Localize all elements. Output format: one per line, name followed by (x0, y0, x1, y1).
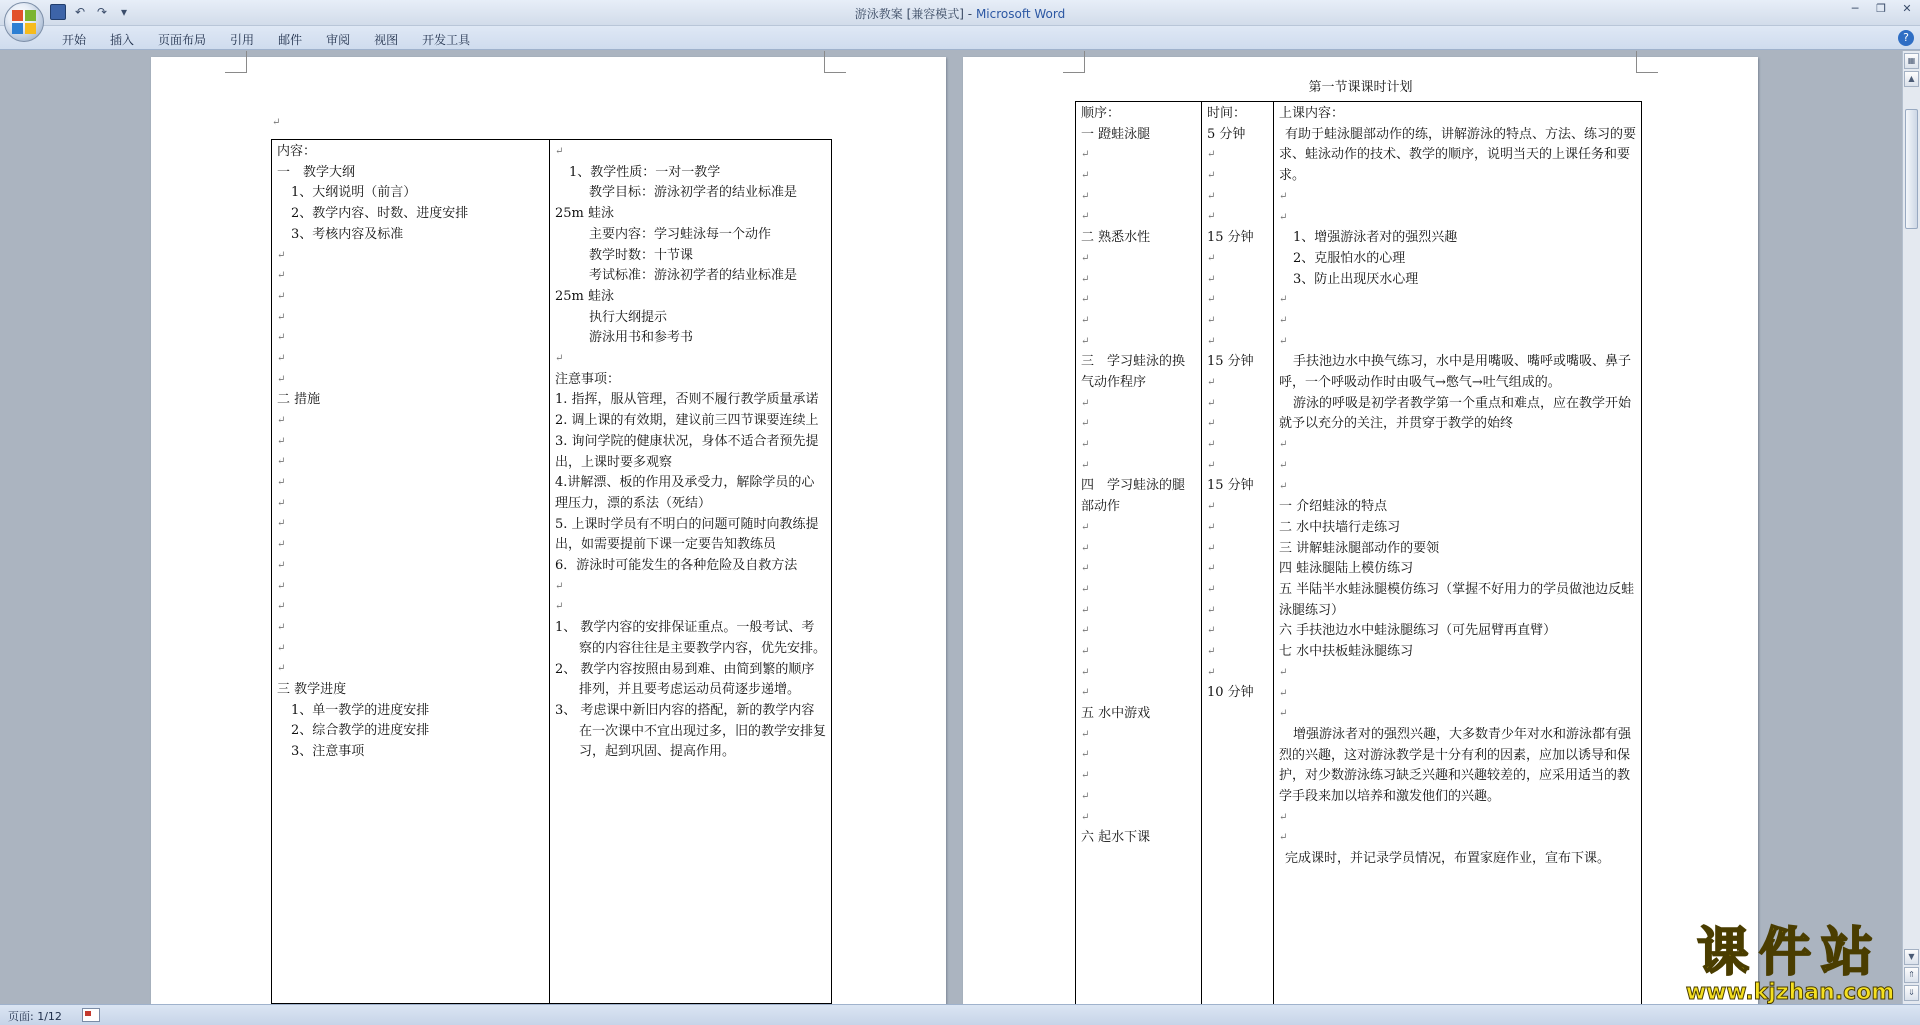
time-header: 时间： (1207, 106, 1247, 121)
ribbon-tabs (50, 29, 482, 50)
row-content: 六 手扶池边水中蛙泳腿练习（可先屈臂再直臂） (1279, 623, 1557, 639)
maximize-icon[interactable]: ❐ (1876, 2, 1886, 15)
previous-page-icon[interactable]: ⇑ (1904, 967, 1919, 983)
outline-item: 1、大纲说明（前言） (291, 185, 417, 201)
row-content: 1、增强游泳者对的强烈兴趣 (1293, 230, 1458, 246)
section-outline: 一 教学大纲 (277, 164, 356, 180)
watermark-title: 课件站 (1696, 923, 1883, 983)
next-page-icon[interactable]: ⇓ (1904, 985, 1919, 1001)
progress-item: 1、单一教学的进度安排 (291, 702, 430, 718)
lesson-content-column: 上课内容： 有助于蛙泳腿部动作的练，讲解游泳的特点、方法、练习的要求、蛙泳动作的技术、教学的顺序，说明当天的上课任务和要求。 ↵ ↵ 1、增强游泳者对的强烈兴趣 2、克服怕水的心理 3、防止出现厌水心理 ↵ ↵ ↵ 手扶池边水中换气练习，水中是用嘴吸、嘴呼或嘴吸、鼻子呼，一个呼吸动作时由吸气→憋气→吐气组成的。 游泳的呼吸是初学者教学第一个重点和难点，应在教学开始就予以充分的关注，并贯穿于教学的始终 ↵ ↵ ↵ 一 介绍蛙泳的特点 二 水中扶墙行走练习 三 讲解蛙泳腿部动作的要领 四 蛙泳腿陆上模仿练习 五 半陆半水蛙泳腿模仿练习（掌握不好用力的学员做池边反蛙泳腿练习） 六 手扶池边水中蛙泳腿练习（可先屈臂再直臂） 七 水中扶板蛙泳腿练习 ↵ ↵ ↵ 增强游泳者对的强烈兴趣，大多数青少年对水和游泳都有强烈的兴趣，这对游泳教学是十分有利的因素，应加以诱导和保护，对少数游泳练习缺乏兴趣和兴趣较差的，应采用适当的教学手段来加以培养和激发他们的兴趣。 ↵ ↵ 完成课时，并记录学员情况，布置家庭作业，宣布下课。 (1274, 102, 1642, 1005)
row-time: 15 分钟 (1207, 478, 1254, 494)
teaching-goal: 教学目标：游泳初学者的结业标准是 (589, 185, 798, 201)
tab-mailings[interactable]: 邮件 (278, 33, 303, 47)
row-content: 七 水中扶板蛙泳腿练习 (1279, 644, 1414, 660)
row-content: 一 介绍蛙泳的特点 (1279, 499, 1388, 515)
paragraph-mark: ↵ (272, 117, 281, 128)
undo-icon[interactable]: ↶ (74, 5, 86, 19)
row-content: 3、防止出现厌水心理 (1293, 271, 1419, 287)
watermark-url: www.kjzhan.com (1685, 980, 1895, 1005)
office-logo-icon (12, 10, 36, 34)
teaching-goal-cont: 25m 蛙泳 (555, 206, 615, 222)
ribbon (0, 26, 1920, 50)
note-item: 3. 询问学院的健康状况，身体不适合者预先提出，上课时要多观察 (555, 433, 819, 470)
office-button[interactable] (4, 2, 44, 42)
app-name: Microsoft Word (975, 7, 1066, 21)
row-order: 六 起水下课 (1081, 830, 1151, 846)
teaching-nature: 1、教学性质：一对一教学 (569, 164, 721, 180)
scroll-up-icon[interactable]: ▲ (1904, 71, 1919, 87)
content-heading: 内容： (277, 144, 317, 159)
note-item: 6．游泳时可能发生的各种危险及自救方法 (555, 558, 798, 574)
row-time: 10 分钟 (1207, 685, 1254, 701)
row-content: 游泳的呼吸是初学者教学第一个重点和难点，应在教学开始就予以充分的关注，并贯穿于教学的始终 (1279, 395, 1632, 432)
row-content: 有助于蛙泳腿部动作的练，讲解游泳的特点、方法、练习的要求、蛙泳动作的技术、教学的顺序，说明当天的上课任务和要求。 (1279, 126, 1637, 184)
crop-mark (1636, 51, 1658, 73)
proofing-icon[interactable] (82, 1008, 100, 1022)
tab-insert[interactable]: 插入 (110, 33, 135, 47)
tab-page-layout[interactable]: 页面布局 (158, 33, 207, 47)
title-separator: - (963, 7, 976, 21)
row-order: 四 学习蛙泳的腿部动作 (1081, 478, 1186, 515)
content-header: 上课内容： (1279, 106, 1345, 121)
document-title: 游泳教案 [兼容模式] (854, 7, 964, 21)
row-content: 2、克服怕水的心理 (1293, 250, 1406, 266)
outline-hint: 执行大纲提示 (589, 309, 668, 325)
outline-item: 2、教学内容、时数、进度安排 (291, 206, 469, 222)
row-order: 三 学习蛙泳的换气动作程序 (1081, 354, 1186, 390)
help-icon[interactable]: ? (1898, 30, 1914, 46)
note-item: 2. 调上课的有效期，建议前三四节课要连续上 (555, 413, 819, 429)
page-1 (151, 57, 946, 1004)
tab-view[interactable]: 视图 (374, 33, 399, 47)
crop-mark (824, 51, 846, 73)
row-content: 手扶池边水中换气练习，水中是用嘴吸、嘴呼或嘴吸、鼻子呼，一个呼吸动作时由吸气→憋气→吐气组成的。 (1279, 354, 1632, 391)
outline-table (271, 139, 832, 1004)
window-controls (1842, 0, 1920, 20)
row-order: 二 熟悉水性 (1081, 230, 1151, 246)
row-order: 一 蹬蛙泳腿 (1081, 126, 1151, 142)
progress-item: 2、综合教学的进度安排 (291, 723, 430, 739)
title-bar (0, 0, 1920, 26)
row-time: 5 分钟 (1207, 126, 1246, 142)
lesson-plan-title: 第一节课课时计划 (1308, 80, 1413, 95)
customize-toolbar-icon[interactable]: ▾ (120, 5, 128, 19)
crop-mark (225, 51, 247, 73)
time-column: 时间： 5 分钟 ↵ ↵ ↵ ↵ 15 分钟 ↵ ↵ ↵ ↵ ↵ 15 分钟 ↵ ↵ ↵ ↵ ↵ 15 分钟 ↵ ↵ ↵ ↵ ↵ ↵ ↵ ↵ ↵ 10 分钟 (1202, 102, 1274, 1005)
row-time: 15 分钟 (1207, 230, 1254, 246)
scroll-thumb[interactable] (1905, 109, 1918, 229)
minimize-icon[interactable]: ─ (1851, 2, 1859, 15)
outline-item: 3、考核内容及标准 (291, 226, 404, 242)
watermark-logo (1665, 925, 1915, 1005)
row-order: 五 水中游戏 (1081, 706, 1151, 722)
order-column: 顺序： 一 蹬蛙泳腿 ↵ ↵ ↵ ↵ 二 熟悉水性 ↵ ↵ ↵ ↵ ↵ 三 学习蛙泳的换气动作程序 ↵ ↵ ↵ ↵ 四 学习蛙泳的腿部动作 ↵ ↵ ↵ ↵ ↵ ↵ ↵ ↵ ↵ 五 水中游戏 ↵ ↵ ↵ ↵ ↵ 六 起水下课 (1076, 102, 1202, 1005)
vertical-scrollbar[interactable] (1902, 51, 1920, 1004)
row-content: 二 水中扶墙行走练习 (1279, 519, 1401, 535)
progress-principle: 1、 教学内容的安排保证重点。一般考试、考察的内容往往是主要教学内容，优先安排。 (555, 620, 827, 656)
order-header: 顺序： (1081, 106, 1121, 121)
note-item: 5. 上课时学员有不明白的问题可随时向教练提出，如需要提前下课一定要告知教练员 (555, 516, 819, 553)
exam-standard-cont: 25m 蛙泳 (555, 288, 615, 304)
progress-principle: 2、 教学内容按照由易到难、由简到繁的顺序排列，并且要考虑运动员荷逐步递增。 (555, 661, 815, 698)
row-content: 完成课时，并记录学员情况，布置家庭作业，宣布下课。 (1285, 851, 1611, 867)
row-time: 15 分钟 (1207, 354, 1254, 370)
lesson-plan-table (1075, 101, 1642, 1004)
tab-references[interactable]: 引用 (230, 33, 255, 47)
reference-books: 游泳用书和参考书 (589, 330, 694, 346)
progress-principle: 3、 考虑课中新旧内容的搭配，新的教学内容在一次课中不宜出现过多，旧的教学安排复习，起到巩固、提高作用。 (555, 702, 827, 760)
section-measures: 二 措施 (277, 392, 321, 408)
progress-item: 3、注意事项 (291, 744, 365, 760)
exam-standard: 考试标准：游泳初学者的结业标准是 (589, 268, 798, 284)
row-content: 增强游泳者对的强烈兴趣，大多数青少年对水和游泳都有强烈的兴趣，这对游泳教学是十分有利的因素，应加以诱导和保护，对少数游泳练习缺乏兴趣和兴趣较差的，应采用适当的教学手段来加以培养和激发他们的兴趣。 (1279, 726, 1632, 805)
row-content: 四 蛙泳腿陆上模仿练习 (1279, 561, 1414, 577)
content-column: 内容： 一 教学大纲 1、大纲说明（前言） 2、教学内容、时数、进度安排 3、考核内容及标准 ↵ ↵ ↵ ↵ ↵ ↵ ↵ 二 措施 ↵ ↵ ↵ ↵ ↵ ↵ ↵ ↵ ↵ ↵ ↵ ↵ ↵ 三 教学进度 1、单一教学的进度安排 2、综合教学的进度安排 3、注意事项 (272, 140, 550, 1004)
row-content: 五 半陆半水蛙泳腿模仿练习（掌握不好用力的学员做池边反蛙泳腿练习） (1279, 582, 1635, 618)
ruler-toggle-icon[interactable]: ▦ (1904, 53, 1919, 69)
close-icon[interactable]: ✕ (1902, 2, 1912, 15)
document-area[interactable] (0, 51, 1902, 1004)
scroll-down-icon[interactable]: ▼ (1904, 949, 1919, 965)
window-title (0, 5, 1920, 22)
page-2 (963, 57, 1758, 1004)
note-item: 4.讲解漂、板的作用及承受力，解除学员的心理压力，漂的系法（死结） (555, 475, 815, 511)
detail-column: ↵ 1、教学性质：一对一教学 教学目标：游泳初学者的结业标准是 25m 蛙泳 主要内容：学习蛙泳每一个动作 教学时数：十节课 考试标准：游泳初学者的结业标准是 25m 蛙泳 执行大纲提示 游泳用书和参考书 ↵ 注意事项： 1. 指挥，服从管理，否则不履行教学质量承诺 2. 调上课的有效期，建议前三四节课要连续上 3. 询问学院的健康状况，身体不适合者预先提出，上课时要多观察 4.讲解漂、板的作用及承受力，解除学员的心理压力，漂的系法（死结） 5. 上课时学员有不明白的问题可随时向教练提出，如需要提前下课一定要告知教练员 6．游泳时可能发生的各种危险及自救方法 ↵ ↵ 1、 教学内容的安排保证重点。一般考试、考察的内容往往是主要教学内容，优先安排。 2、 教学内容按照由易到难、由简到繁的顺序排列，并且要考虑运动员荷逐步递增。 3、 考虑课中新旧内容的搭配，新的教学内容在一次课中不宜出现过多，旧的教学安排复习，起到巩固、提高作用。 (550, 140, 832, 1004)
note-item: 1. 指挥，服从管理，否则不履行教学质量承诺 (555, 392, 819, 408)
row-content: 三 讲解蛙泳腿部动作的要领 (1279, 540, 1440, 556)
notes-title: 注意事项： (555, 371, 621, 387)
page-count[interactable]: 页面: 1/12 (8, 1010, 62, 1023)
tab-review[interactable]: 审阅 (326, 33, 351, 47)
crop-mark (1063, 51, 1085, 73)
status-bar (0, 1004, 1920, 1025)
teaching-hours: 教学时数：十节课 (589, 247, 694, 263)
tab-developer[interactable]: 开发工具 (422, 33, 471, 47)
section-progress: 三 教学进度 (277, 681, 347, 697)
tab-home[interactable]: 开始 (62, 33, 87, 47)
redo-icon[interactable]: ↷ (96, 5, 108, 19)
main-content: 主要内容：学习蛙泳每一个动作 (589, 226, 772, 242)
